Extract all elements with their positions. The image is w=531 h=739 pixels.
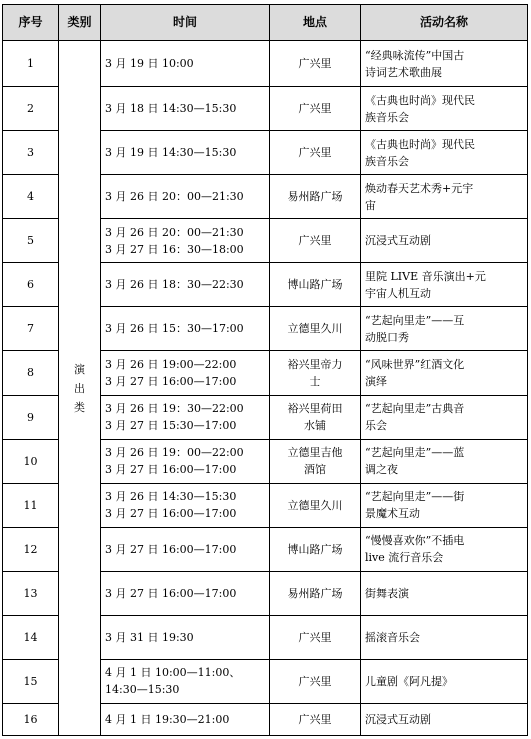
cell-time bbox=[101, 527, 270, 571]
cell-time bbox=[101, 659, 270, 703]
cell-name-line: “艺起向里走”——街 bbox=[365, 490, 465, 504]
cell-no: 8 bbox=[3, 351, 59, 395]
cell-name-line: 里院 LIVE 音乐演出+元 bbox=[365, 269, 486, 283]
cell-place-line: 广兴里 bbox=[298, 234, 332, 248]
cell-place bbox=[270, 219, 361, 263]
cell-name-line: 摇滚音乐会 bbox=[365, 630, 420, 644]
cell-name-line: 宇宙人机互动 bbox=[365, 286, 431, 300]
cell-name bbox=[361, 395, 528, 439]
cell-name-line: 街舞表演 bbox=[365, 586, 409, 600]
cell-name-line: 动脱口秀 bbox=[365, 330, 409, 344]
cell-no: 16 bbox=[3, 703, 59, 735]
cell-name bbox=[361, 87, 528, 131]
cell-name-line: “慢慢喜欢你”不插电 bbox=[365, 534, 465, 548]
cell-time bbox=[101, 87, 270, 131]
cell-place-line: 裕兴里帝力 bbox=[287, 357, 343, 371]
cell-place bbox=[270, 439, 361, 483]
cell-place bbox=[270, 395, 361, 439]
cell-place bbox=[270, 571, 361, 615]
cell-no: 10 bbox=[3, 439, 59, 483]
cell-name bbox=[361, 483, 528, 527]
cell-time bbox=[101, 571, 270, 615]
cell-name bbox=[361, 615, 528, 659]
cell-place-line: 易州路广场 bbox=[287, 586, 343, 600]
cell-no: 5 bbox=[3, 219, 59, 263]
cell-place-line: 广兴里 bbox=[298, 712, 332, 726]
cell-time-line: 3 月 26 日 18：30—22:30 bbox=[105, 278, 244, 292]
cell-name bbox=[361, 659, 528, 703]
cell-name-line: 沉浸式互动剧 bbox=[365, 234, 431, 248]
cell-place-line: 广兴里 bbox=[298, 57, 332, 71]
cell-no: 11 bbox=[3, 483, 59, 527]
table-header-row bbox=[3, 5, 528, 41]
cell-name-line: 焕动春天艺术秀+元宇 bbox=[365, 181, 474, 195]
cell-time-line: 3 月 27 日 16:00—17:00 bbox=[105, 463, 237, 477]
cell-place bbox=[270, 175, 361, 219]
cell-no: 2 bbox=[3, 87, 59, 131]
cell-name bbox=[361, 571, 528, 615]
category-label: 演出类 bbox=[74, 362, 85, 414]
cell-name-line: “艺起向里走”——蓝 bbox=[365, 446, 465, 460]
cell-time bbox=[101, 615, 270, 659]
header-time: 时间 bbox=[101, 5, 270, 41]
cell-name bbox=[361, 439, 528, 483]
cell-place-line: 士 bbox=[309, 374, 321, 388]
cell-place-line: 易州路广场 bbox=[287, 190, 343, 204]
cell-time-line: 3 月 27 日 16:00—17:00 bbox=[105, 586, 237, 600]
cell-time bbox=[101, 395, 270, 439]
cell-name bbox=[361, 703, 528, 735]
cell-time-line: 3 月 27 日 16:00—17:00 bbox=[105, 507, 237, 521]
cell-time bbox=[101, 483, 270, 527]
cell-time-line: 3 月 27 日 16:00—17:00 bbox=[105, 542, 237, 556]
cell-place bbox=[270, 307, 361, 351]
header-no: 序号 bbox=[3, 5, 59, 41]
cell-time bbox=[101, 219, 270, 263]
cell-time bbox=[101, 351, 270, 395]
cell-place-line: 博山路广场 bbox=[287, 542, 343, 556]
cell-name-line: 族音乐会 bbox=[365, 154, 409, 168]
cell-time bbox=[101, 307, 270, 351]
cell-no: 13 bbox=[3, 571, 59, 615]
cell-time-line: 4 月 1 日 19:30—21:00 bbox=[105, 712, 230, 726]
cell-place-line: 立德里久川 bbox=[287, 322, 343, 336]
cell-name-line: 族音乐会 bbox=[365, 110, 409, 124]
cell-time bbox=[101, 41, 270, 87]
cell-name-line: live 流行音乐会 bbox=[365, 551, 444, 565]
header-name: 活动名称 bbox=[361, 5, 528, 41]
cell-name-line: “艺起向里走”古典音 bbox=[365, 402, 465, 416]
cell-name-line: 诗词艺术歌曲展 bbox=[365, 65, 442, 79]
cell-time bbox=[101, 439, 270, 483]
cell-name bbox=[361, 263, 528, 307]
cell-name-line: 儿童剧《阿凡提》 bbox=[365, 674, 453, 688]
cell-time-line: 3 月 18 日 14:30—15:30 bbox=[105, 102, 237, 116]
cell-time-line: 3 月 26 日 19：30—22:00 bbox=[105, 402, 244, 416]
cell-place-line: 立德里吉他 bbox=[287, 446, 343, 460]
cell-place-line: 裕兴里荷田 bbox=[287, 402, 343, 416]
cell-name bbox=[361, 131, 528, 175]
cell-place bbox=[270, 527, 361, 571]
cell-no: 14 bbox=[3, 615, 59, 659]
cell-time-line: 3 月 26 日 14:30—15:30 bbox=[105, 490, 237, 504]
cell-no: 7 bbox=[3, 307, 59, 351]
cell-time-line: 3 月 27 日 15:30—17:00 bbox=[105, 419, 237, 433]
cell-time-line: 3 月 26 日 19:00—22:00 bbox=[105, 357, 237, 371]
cell-time-line: 3 月 19 日 14:30—15:30 bbox=[105, 146, 237, 160]
cell-name bbox=[361, 351, 528, 395]
cell-time-line: 4 月 1 日 10:00—11:00、 bbox=[105, 666, 241, 680]
cell-no: 15 bbox=[3, 659, 59, 703]
cell-place-line: 酒馆 bbox=[304, 463, 326, 477]
cell-time-line: 14:30—15:30 bbox=[105, 683, 180, 697]
cell-no: 12 bbox=[3, 527, 59, 571]
cell-category bbox=[59, 41, 101, 736]
cell-time bbox=[101, 703, 270, 735]
cell-time-line: 3 月 26 日 19：00—22:00 bbox=[105, 446, 244, 460]
cell-name-line: 沉浸式互动剧 bbox=[365, 712, 431, 726]
cell-no: 4 bbox=[3, 175, 59, 219]
cell-time-line: 3 月 19 日 10:00 bbox=[105, 57, 194, 71]
cell-time-line: 3 月 27 日 16：30—18:00 bbox=[105, 242, 244, 256]
cell-time bbox=[101, 263, 270, 307]
cell-name-line: “经典咏流传”中国古 bbox=[365, 48, 465, 62]
cell-place bbox=[270, 615, 361, 659]
cell-time-line: 3 月 26 日 15：30—17:00 bbox=[105, 322, 244, 336]
cell-name-line: 调之夜 bbox=[365, 463, 398, 477]
cell-name-line: “风味世界”红酒文化 bbox=[365, 357, 465, 371]
cell-no: 9 bbox=[3, 395, 59, 439]
cell-time bbox=[101, 131, 270, 175]
cell-place bbox=[270, 263, 361, 307]
header-category: 类别 bbox=[59, 5, 101, 41]
cell-time bbox=[101, 175, 270, 219]
cell-name-line: 《古典也时尚》现代民 bbox=[365, 93, 475, 107]
cell-place-line: 立德里久川 bbox=[287, 498, 343, 512]
cell-place bbox=[270, 131, 361, 175]
cell-name-line: “艺起向里走”——互 bbox=[365, 313, 465, 327]
cell-place-line: 广兴里 bbox=[298, 102, 332, 116]
cell-place-line: 广兴里 bbox=[298, 146, 332, 160]
cell-name bbox=[361, 307, 528, 351]
cell-time-line: 3 月 31 日 19:30 bbox=[105, 630, 194, 644]
cell-place bbox=[270, 659, 361, 703]
event-schedule-table bbox=[2, 4, 528, 736]
cell-no: 6 bbox=[3, 263, 59, 307]
cell-no: 3 bbox=[3, 131, 59, 175]
cell-name bbox=[361, 219, 528, 263]
cell-name bbox=[361, 527, 528, 571]
cell-place bbox=[270, 703, 361, 735]
table-body bbox=[3, 41, 528, 736]
cell-place bbox=[270, 483, 361, 527]
cell-place bbox=[270, 87, 361, 131]
cell-place-line: 广兴里 bbox=[298, 674, 332, 688]
cell-place-line: 广兴里 bbox=[298, 630, 332, 644]
cell-name-line: 乐会 bbox=[365, 419, 387, 433]
cell-name bbox=[361, 175, 528, 219]
table-row bbox=[3, 41, 528, 87]
cell-time-line: 3 月 26 日 20：00—21:30 bbox=[105, 225, 244, 239]
cell-name bbox=[361, 41, 528, 87]
cell-name-line: 《古典也时尚》现代民 bbox=[365, 137, 475, 151]
header-place: 地点 bbox=[270, 5, 361, 41]
cell-time-line: 3 月 27 日 16:00—17:00 bbox=[105, 374, 237, 388]
cell-place-line: 博山路广场 bbox=[287, 278, 343, 292]
cell-place-line: 水铺 bbox=[304, 419, 326, 433]
cell-no: 1 bbox=[3, 41, 59, 87]
cell-name-line: 景魔术互动 bbox=[365, 507, 420, 521]
cell-name-line: 宙 bbox=[365, 198, 376, 212]
cell-time-line: 3 月 26 日 20：00—21:30 bbox=[105, 190, 244, 204]
cell-place bbox=[270, 41, 361, 87]
cell-place bbox=[270, 351, 361, 395]
cell-name-line: 演绎 bbox=[365, 374, 387, 388]
